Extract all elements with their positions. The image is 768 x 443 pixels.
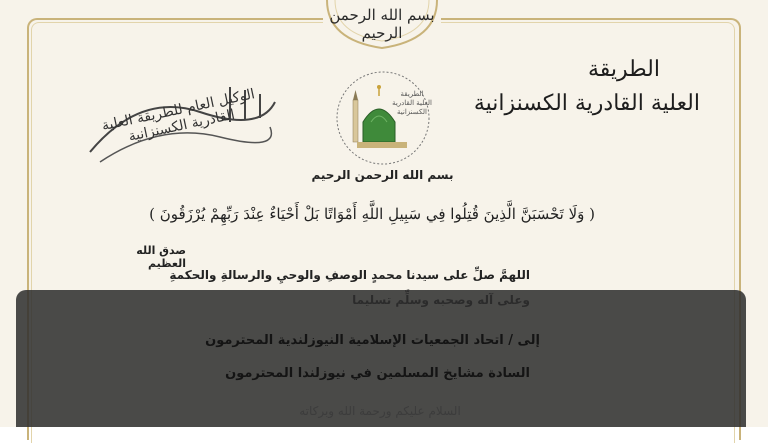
recipient-line-2: السادة مشايخ المسلمين في نيوزلندا المحترمون xyxy=(225,366,530,381)
organization-title-line1: الطريقة xyxy=(587,57,660,82)
quran-verse: ( وَلَا تَحْسَبَنَّ الَّذِينَ قُتِلُوا فِي سَبِيلِ اللَّهِ أَمْوَاتًا بَلْ أَحْيَاءٌ عِنْدَ رَبِّهِمْ يُرْزَقُونَ ) xyxy=(149,205,595,223)
greeting-line: السلام عليكم ورحمة الله وبركاته xyxy=(299,404,461,418)
mosque-emblem-icon xyxy=(335,70,431,166)
organization-title-left xyxy=(80,82,280,172)
organization-title-right xyxy=(473,55,700,135)
organization-title-line2: العلية القادرية الكسنزانية xyxy=(473,91,700,116)
basmala: بسم الله الرحمن الرحيم xyxy=(311,168,454,182)
bismillah-cartouche xyxy=(323,0,441,52)
cartouche-bismillah-text: بسم الله الرحمن الرحيم xyxy=(329,6,435,42)
recipient-line-1: إلى / اتحاد الجمعيات الإسلامية النيوزلندية المحترمون xyxy=(205,333,540,348)
emblem-caption: الطريقة العلية القادرية الكسنزانية xyxy=(392,90,432,116)
salat-line-1: اللهمَّ صلِّ على سيدنا محمدٍ الوصفِ والوحيِ والرسالةِ والحكمةِ xyxy=(169,268,530,282)
sadaq-allah: صدق الله العظيم xyxy=(136,244,186,270)
organization-left-caption: الوكيل العام للطريقة العلية القادرية الكسنزانية xyxy=(100,86,257,145)
